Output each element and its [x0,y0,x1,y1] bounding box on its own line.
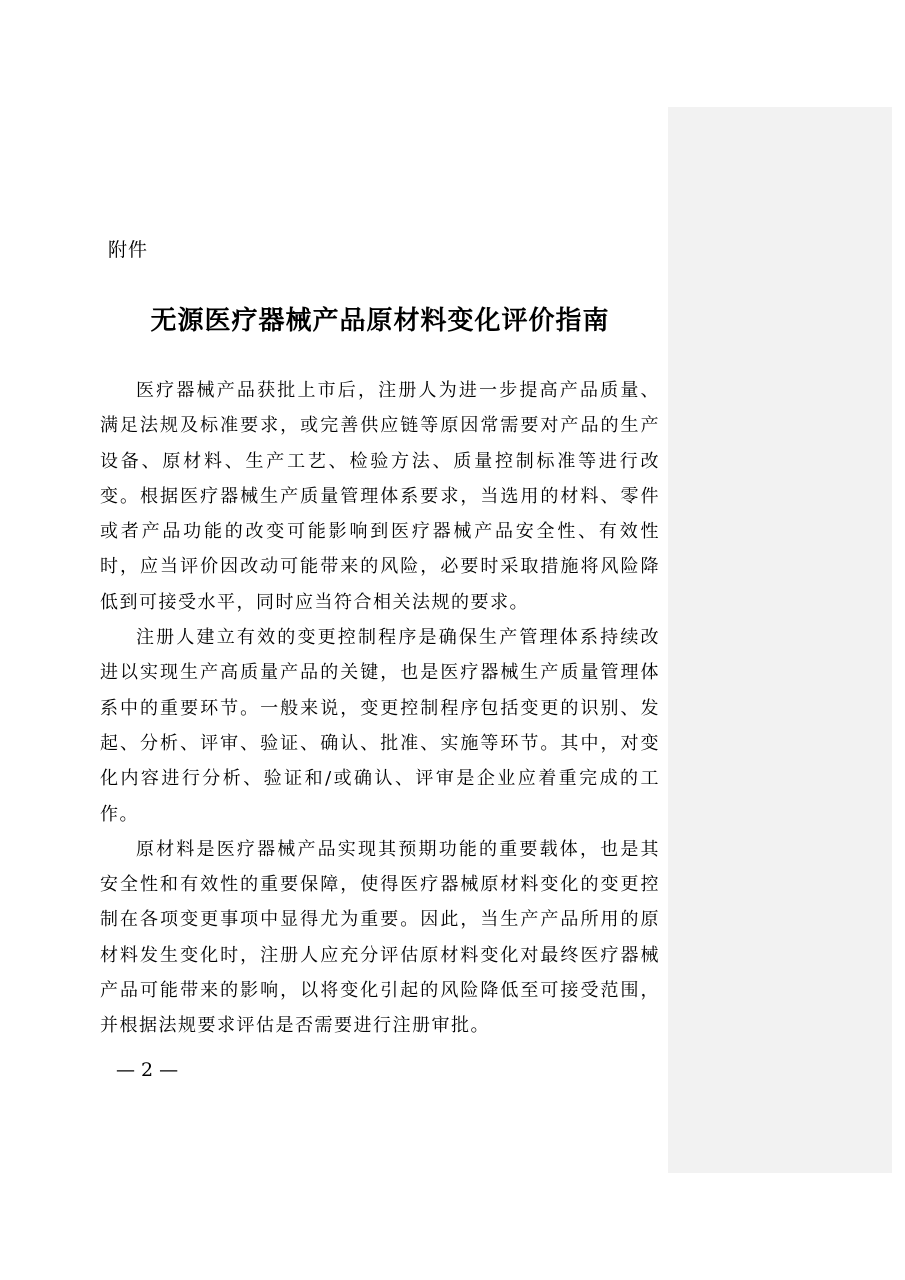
document-body [100,373,660,1044]
page-number: — 2 — [116,1059,179,1081]
document-title: 无源医疗器械产品原材料变化评价指南 [150,306,610,336]
attachment-label: 附件 [108,239,149,261]
paragraph-3: 原材料是医疗器械产品实现其预期功能的重要载体，也是其安全性和有效性的重要保障，使得医疗器械原材料变化的变更控制在各项变更事项中显得尤为重要。因此，当生产产品所用的原材料发生变化时，注册人应充分评估原材料变化对最终医疗器械产品可能带来的影响，以将变化引起的风险降低至可接受范围，并根据法规要求评估是否需要进行注册审批。 [100,838,660,1037]
paragraph-2: 注册人建立有效的变更控制程序是确保生产管理体系持续改进以实现生产高质量产品的关键，也是医疗器械生产质量管理体系中的重要环节。一般来说，变更控制程序包括变更的识别、发起、分析、评审、验证、确认、批准、实施等环节。其中，对变化内容进行分析、验证和/或确认、评审是企业应着重完成的工作。 [100,627,660,825]
comment-margin-panel [668,107,892,1173]
paragraph-1: 医疗器械产品获批上市后，注册人为进一步提高产品质量、满足法规及标准要求，或完善供应链等原因常需要对产品的生产设备、原材料、生产工艺、检验方法、质量控制标准等进行改变。根据医疗器械生产质量管理体系要求，当选用的材料、零件或者产品功能的改变可能影响到医疗器械产品安全性、有效性时，应当评价因改动可能带来的风险，必要时采取措施将风险降低到可接受水平，同时应当符合相关法规的要求。 [100,380,660,613]
